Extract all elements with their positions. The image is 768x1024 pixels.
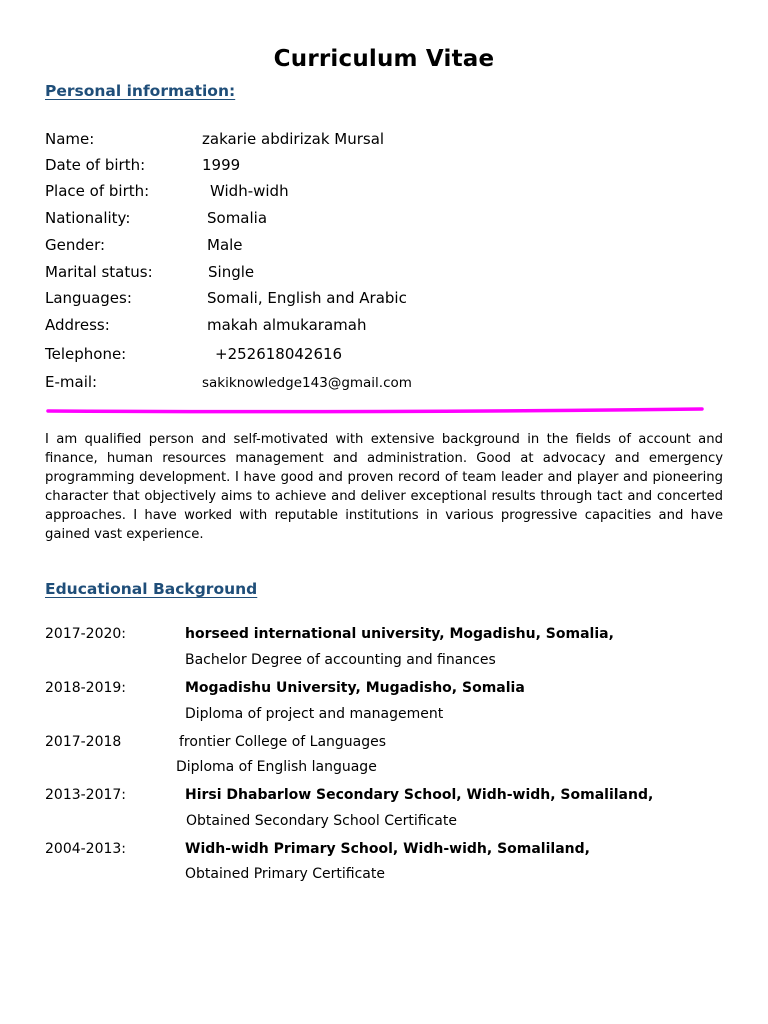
field-label: Name:	[45, 130, 95, 148]
field-label: E-mail:	[45, 373, 98, 391]
divider-line	[48, 409, 702, 412]
education-detail: Obtained Primary Certificate	[185, 866, 385, 882]
field-value: zakarie abdirizak Mursal	[202, 130, 385, 148]
field-value: makah almukaramah	[207, 316, 367, 334]
education-detail: Obtained Secondary School Certificate	[186, 813, 457, 829]
field-label: Nationality:	[45, 209, 131, 227]
education-institution: Hirsi Dhabarlow Secondary School, Widh-widh, Somaliland,	[185, 787, 654, 803]
education-years: 2013-2017:	[45, 787, 127, 803]
education-detail: Diploma of English language	[176, 759, 377, 775]
field-label: Date of birth:	[45, 156, 146, 174]
field-value: sakiknowledge143@gmail.com	[202, 375, 412, 391]
field-value: 1999	[202, 156, 241, 174]
field-value: Somali, English and Arabic	[207, 289, 407, 307]
education-institution: Widh-widh Primary School, Widh-widh, Somaliland,	[185, 841, 590, 857]
education-years: 2018-2019:	[45, 680, 127, 696]
education-detail: Diploma of project and management	[185, 706, 444, 722]
field-value: Single	[208, 263, 255, 281]
education-detail: Bachelor Degree of accounting and finances	[185, 652, 496, 668]
education-institution: Mogadishu University, Mugadisho, Somalia	[185, 680, 525, 696]
field-value: Widh-widh	[210, 182, 289, 200]
education-years: 2017-2020:	[45, 626, 127, 642]
education-institution: frontier College of Languages	[179, 734, 387, 750]
education-years: 2004-2013:	[45, 841, 127, 857]
education-years: 2017-2018	[45, 734, 122, 750]
field-label: Languages:	[45, 289, 132, 307]
field-label: Place of birth:	[45, 182, 150, 200]
document-title: Curriculum Vitae	[273, 46, 495, 72]
education-institution: horseed international university, Mogadishu, Somalia,	[185, 626, 614, 642]
personal-info-heading: Personal information:	[45, 82, 236, 100]
profile-summary: I am qualified person and self-motivated with extensive background in the fields of account and finance, human resources management and administration. Good at advocacy and emergency programming development. I have good and proven record of team leader and player and pioneering character that objectively aims to achieve and deliver exceptional results through tact and concerted approaches. I have worked with reputable institutions in various progressive capacities and have gained vast experience.	[45, 432, 723, 543]
field-value: +252618042616	[215, 345, 343, 363]
field-value: Male	[207, 236, 243, 254]
field-label: Marital status:	[45, 263, 153, 281]
field-label: Telephone:	[45, 345, 127, 363]
field-label: Gender:	[45, 236, 106, 254]
education-heading: Educational Background	[45, 580, 258, 598]
field-value: Somalia	[207, 209, 268, 227]
field-label: Address:	[45, 316, 110, 334]
